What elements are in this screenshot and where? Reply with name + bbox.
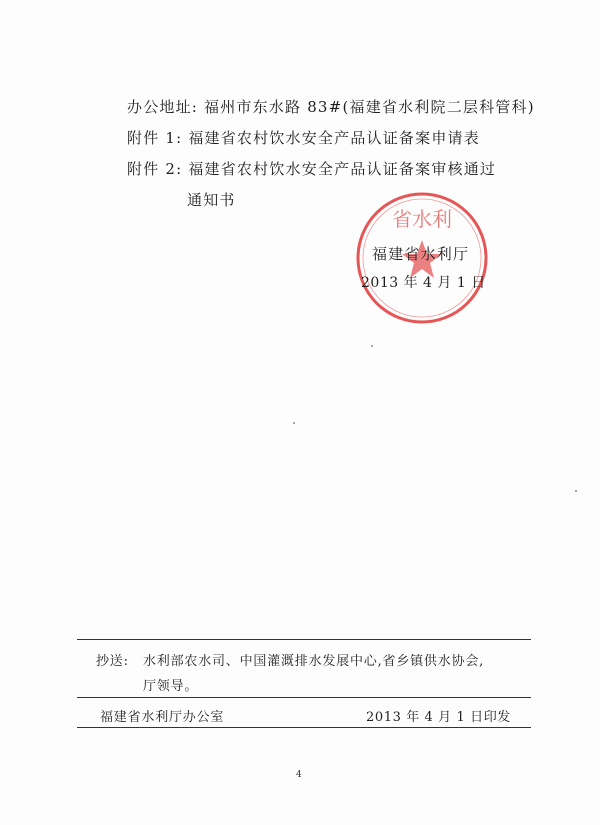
cc-recipients-continuation: 厅领导。 [143,679,199,694]
attachment-2-line: 附件 2: 福建省农村饮水安全产品认证备案审核通过 [127,160,497,178]
footer-middle-rule [77,697,531,698]
issuing-office: 福建省水利厅办公室 [100,710,225,725]
footer-bottom-rule [77,727,531,728]
print-date: 2013 年 4 月 1 日印发 [366,710,511,725]
attachment-1-line: 附件 1: 福建省农村饮水安全产品认证备案申请表 [127,129,480,147]
cc-recipients: 水利部农水司、中国灌溉排水发展中心,省乡镇供水协会, [143,654,485,669]
cc-label: 抄送: [96,654,129,669]
footer-top-rule [77,639,531,640]
issue-date: 2013 年 4 月 1 日 [361,275,486,291]
issuer-name: 福建省水利厅 [372,245,470,263]
attachment-2-continuation: 通知书 [187,191,236,209]
scan-speck [371,345,373,347]
scan-speck [293,422,295,424]
office-address-line: 办公地址: 福州市东水路 83#(福建省水利院二层科管科) [127,98,535,116]
seal-text: 省水利 [392,207,452,231]
page-number: 4 [296,770,302,780]
scan-speck [575,490,577,492]
